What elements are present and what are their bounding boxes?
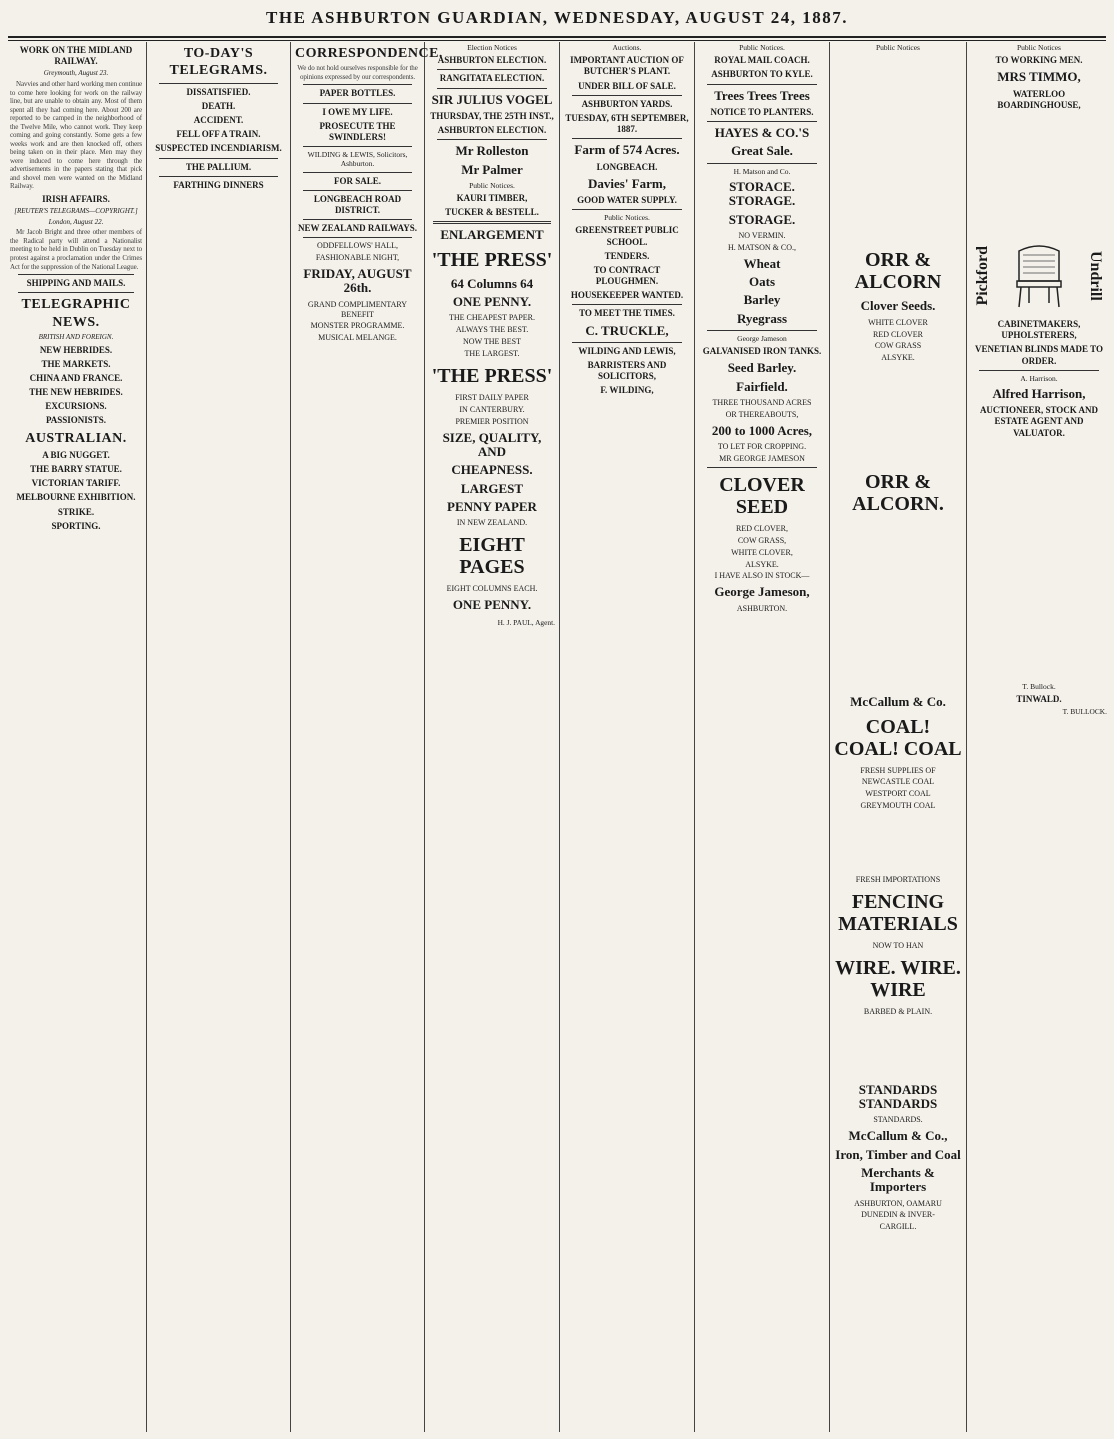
ad-line: WHITE CLOVER, (731, 547, 793, 557)
ad-line: PREMIER POSITION (455, 416, 529, 426)
ad-line: George Jameson, (714, 584, 810, 600)
signature: T. BULLOCK. (1062, 707, 1107, 717)
section-label: T. Bullock. (1022, 681, 1056, 691)
heading: RANGITATA ELECTION. (439, 73, 545, 84)
heading: MELBOURNE EXHIBITION. (16, 492, 136, 503)
heading-midland-railway: WORK ON THE MIDLAND RAILWAY. (19, 45, 133, 67)
dateline: London, August 22. (48, 217, 104, 226)
column-8 (971, 42, 1107, 1432)
heading: BARRISTERS AND SOLICITORS, (587, 359, 667, 382)
column-2 (151, 42, 286, 1432)
ad-line: THE CHEAPEST PAPER. (448, 313, 536, 323)
ad-line: Alfred Harrison, (992, 385, 1086, 401)
ad-line: WILDING & LEWIS, Solicitors, Ashburton. (307, 150, 408, 169)
ad-line: FRESH SUPPLIES OF (860, 765, 936, 775)
ad-line: NEWCASTLE COAL (861, 777, 935, 787)
ad-line: Fairfield. (736, 378, 788, 394)
column-divider (290, 42, 291, 1432)
copyright-note: [REUTER'S TELEGRAMS—COPYRIGHT.] (14, 207, 138, 216)
ad-line: ONE PENNY. (452, 596, 532, 612)
ad-line: ALSYKE. (745, 559, 779, 569)
heading: TUESDAY, 6TH SEPTEMBER, 1887. (565, 112, 689, 135)
ad-line: McCallum & Co. (850, 694, 946, 710)
ad-line: THURSDAY, THE 25TH INST., (430, 110, 554, 121)
heading: PASSIONISTS. (45, 415, 107, 426)
heading: TINWALD. (1016, 694, 1062, 705)
ad-line: COW GRASS, (737, 535, 787, 545)
ad-line: Seed Barley. (727, 360, 797, 376)
ad-line: H. MATSON & CO., (727, 242, 796, 252)
ad-line: ORR & ALCORN (854, 249, 942, 294)
heading: PROSECUTE THE SWINDLERS! (319, 120, 396, 142)
heading-paper-bottles: PAPER BOTTLES. (319, 88, 396, 99)
heading: ASHBURTON ELECTION. (437, 55, 547, 66)
heading: FELL OFF A TRAIN. (176, 129, 261, 140)
heading: ROYAL MAIL COACH. (714, 55, 810, 66)
ad-line: CHEAPNESS. (451, 462, 533, 478)
section-label: Auctions. (612, 43, 642, 52)
heading-pallium: THE PALLIUM. (185, 161, 252, 172)
column-divider (694, 42, 695, 1432)
section-label: Public Notices (1017, 43, 1061, 52)
heading: LONGBEACH. (596, 161, 658, 172)
section-label: George Jameson (737, 333, 787, 343)
heading: NEW HEBRIDES. (39, 344, 113, 355)
ad-line: STORAGE. (728, 211, 796, 227)
heading: TO CONTRACT PLOUGHMEN. (593, 264, 661, 287)
section-label: Public Notices. (604, 213, 650, 223)
ad-line: ASHBURTON. (736, 603, 788, 613)
ad-line: ODDFELLOWS' HALL, (317, 241, 398, 251)
ad-line: RED CLOVER, (736, 523, 788, 533)
ad-line: ALSYKE. (881, 353, 915, 363)
ad-line: SIZE, QUALITY, AND (442, 429, 542, 459)
heading: THE NEW HEBRIDES. (29, 387, 123, 398)
ad-line: TUCKER & BESTELL. (445, 207, 539, 218)
heading: SUSPECTED INCENDIARISM. (155, 143, 282, 154)
heading: CHINA AND FRANCE. (29, 372, 123, 383)
heading: THE MARKETS. (41, 358, 111, 369)
article-body: Navvies and other hard working men continue to come here looking for work on the railway line, but are unable to obtain any. Most of them spent all they had coming here. About 200 are reported to be camped in the neighborhood of the Twelve Mile, who cannot work. They keep coming and going constantly. Some gets a few weeks work and are then knocked off, others being taken on in their place. Men may they were induced to come here through the advertisements in the papers stating that pick and shovel men were wanted on the Midland Railway. (10, 79, 142, 191)
ad-line: CLOVER SEED (719, 473, 805, 518)
ad-heading: FOR SALE. (333, 175, 381, 186)
ad-line: 'THE PRESS' (431, 364, 553, 387)
heading: GALVANISED IRON TANKS. (702, 346, 822, 357)
ad-line: MR GEORGE JAMESON (719, 453, 805, 463)
ad-line: NOW THE BEST (463, 337, 521, 347)
ad-line: Farm of 574 Acres. (574, 142, 680, 158)
column-3 (295, 42, 443, 1432)
chair-icon (1009, 241, 1069, 311)
ad-line: 64 Columns 64 (450, 275, 534, 291)
ad-line: Mr Palmer (461, 161, 523, 177)
heading: SPORTING. (51, 520, 101, 531)
ad-heading: LONGBEACH ROAD DISTRICT. (313, 193, 402, 215)
ad-line: ONE PENNY. (452, 294, 532, 310)
ad-line: Davies' Farm, (588, 175, 666, 191)
ad-line: C. TRUCKLE, (585, 322, 669, 338)
column-4 (429, 42, 555, 1432)
ad-line: Trees Trees Trees (714, 87, 810, 103)
ad-line: WIRE. WIRE. WIRE (835, 956, 961, 1001)
ad-line: Barley (743, 292, 781, 308)
heading: ASHBURTON ELECTION. (437, 125, 547, 136)
ad-line: FRESH IMPORTATIONS (855, 875, 941, 885)
ad-line: 200 to 1000 Acres, (711, 422, 813, 438)
column-6 (699, 42, 825, 1432)
heading: AUCTIONEER, STOCK AND ESTATE AGENT AND VALUATOR. (979, 405, 1099, 438)
ad-line: HAYES & CO.'S (714, 125, 810, 141)
heading: VENETIAN BLINDS MADE TO ORDER. (975, 344, 1103, 366)
ad-line: GREYMOUTH COAL (860, 801, 936, 811)
ad-line: ORR & ALCORN. (852, 471, 944, 516)
vertical-name: Pickford (974, 246, 991, 306)
ad-line: EIGHT COLUMNS EACH. (446, 584, 538, 594)
ad-line: CARGILL. (879, 1222, 917, 1232)
ad-line: Merchants & Importers (861, 1164, 935, 1195)
heading: TENDERS. (604, 250, 650, 261)
heading: EXCURSIONS. (45, 401, 107, 412)
ad-line: PENNY PAPER (447, 498, 537, 514)
ad-line: IN CANTERBURY. (459, 404, 525, 414)
masthead: THE ASHBURTON GUARDIAN, WEDNESDAY, AUGUST 24, 1887. (266, 8, 848, 27)
ad-line: GRAND COMPLIMENTARY BENEFIT (307, 299, 408, 319)
masthead-rule (8, 36, 1106, 41)
heading-correspondence: CORRESPONDENCE. (295, 46, 443, 61)
section-label: Election Notices (467, 43, 517, 52)
heading: ASHBURTON TO KYLE. (711, 69, 813, 80)
ad-line: Wheat (743, 255, 781, 271)
column-divider (829, 42, 830, 1432)
ad-line: COAL! COAL! COAL (834, 715, 962, 760)
ad-line: Clover Seeds. (860, 298, 936, 314)
ad-heading: NEW ZEALAND RAILWAYS. (298, 223, 417, 234)
ad-line: WESTPORT COAL (865, 789, 931, 799)
heading: VICTORIAN TARIFF. (31, 478, 121, 489)
ad-line: OR THEREABOUTS, (725, 409, 799, 419)
heading: TO WORKING MEN. (995, 55, 1083, 66)
heading-telegraphic-news: TELEGRAPHIC NEWS. (21, 297, 131, 330)
column-7 (834, 42, 962, 1432)
heading-farthing-dinners: FARTHING DINNERS (173, 179, 264, 190)
vertical-name: Undrill (1087, 251, 1104, 301)
heading: WILDING AND LEWIS, (578, 345, 676, 356)
ad-line: STORACE. STORAGE. (728, 178, 796, 209)
ad-line: EIGHT PAGES (459, 534, 525, 579)
section-label: H. Matson and Co. (733, 166, 791, 176)
heading: CABINETMAKERS, UPHOLSTERERS, (997, 319, 1081, 341)
heading: I OWE MY LIFE. (322, 106, 393, 117)
column-5 (564, 42, 690, 1432)
column-divider (966, 42, 967, 1432)
ad-line: WHITE CLOVER (868, 317, 928, 327)
editor-note: We do not hold ourselves responsible for the opinions expressed by our correspondents. (297, 64, 418, 81)
ad-line: ASHBURTON, OAMARU (854, 1198, 942, 1208)
article-body: Mr Jacob Bright and three other members of the Radical party will attend a Nationalist meeting to be held in Dublin on Tuesday next to protest against a proclamation under the Crimes Act for the suppression of the National League. (10, 228, 142, 271)
heading-irish-affairs: IRISH AFFAIRS. (42, 193, 110, 204)
heading: AUSTRALIAN. (25, 430, 127, 446)
ad-line: FASHIONABLE NIGHT, (315, 253, 400, 263)
ad-line: McCallum & Co., (848, 1128, 948, 1144)
ad-line: Great Sale. (731, 143, 793, 159)
ad-line: RED CLOVER (873, 329, 923, 339)
column-divider (146, 42, 147, 1432)
ad-line: COW GRASS (874, 341, 922, 351)
section-label: Public Notices (876, 43, 920, 52)
ad-line: FENCING MATERIALS (838, 891, 958, 936)
section-label: Public Notices. (739, 43, 785, 52)
heading: ASHBURTON YARDS. (581, 98, 673, 109)
ad-line: NO VERMIN. (738, 230, 786, 240)
ad-line: TO LET FOR CROPPING. (717, 442, 807, 451)
ad-line: IN NEW ZEALAND. (456, 518, 528, 528)
heading: DEATH. (201, 100, 236, 111)
ad-line: STANDARDS STANDARDS (858, 1081, 938, 1112)
ad-line: Oats (749, 273, 775, 289)
ad-line: Ryegrass (736, 310, 788, 326)
heading-todays-telegrams: TO-DAY'S TELEGRAMS. (169, 46, 268, 79)
heading: NOTICE TO PLANTERS. (710, 106, 814, 117)
ad-line: MRS TIMMO, (997, 69, 1081, 85)
column-1 (10, 42, 142, 1432)
section-label: Public Notices. (469, 180, 515, 190)
ad-line: SIR JULIUS VOGEL (431, 91, 553, 107)
ad-line: BARBED & PLAIN. (863, 1006, 933, 1016)
heading: UNDER BILL OF SALE. (578, 80, 676, 91)
heading: F. WILDING, (600, 385, 654, 396)
ad-line: FIRST DAILY PAPER (455, 392, 529, 402)
dateline: Greymouth, August 23. (43, 69, 109, 78)
ad-line: 'THE PRESS' (431, 248, 553, 271)
heading-shipping-mails: SHIPPING AND MAILS. (26, 278, 126, 289)
ad-line: Iron, Timber and Coal (835, 1146, 961, 1162)
heading: WATERLOO BOARDINGHOUSE, (997, 88, 1081, 110)
heading: GREENSTREET PUBLIC SCHOOL. (575, 225, 679, 247)
heading: ACCIDENT. (193, 115, 244, 126)
column-divider (559, 42, 560, 1432)
ad-line: KAURI TIMBER, (456, 193, 528, 204)
ad-line: THREE THOUSAND ACRES (712, 397, 812, 407)
ad-line: ENLARGEMENT (440, 227, 544, 243)
subheading: BRITISH AND FOREIGN. (38, 332, 114, 341)
ad-line: MUSICAL MELANGE. (318, 333, 397, 343)
heading: THE BARRY STATUE. (30, 464, 122, 475)
heading: IMPORTANT AUCTION OF BUTCHER'S PLANT. (570, 55, 684, 77)
heading: DISSATISFIED. (186, 86, 251, 97)
ad-line: I HAVE ALSO IN STOCK— (714, 571, 810, 581)
signature: H. J. PAUL, Agent. (497, 618, 555, 628)
heading: GOOD WATER SUPPLY. (577, 194, 677, 205)
heading: STRIKE. (57, 506, 95, 517)
column-divider (424, 42, 425, 1432)
ad-line: LARGEST (460, 480, 524, 496)
heading: A BIG NUGGET. (42, 449, 110, 460)
ad-line: Mr Rolleston (455, 143, 529, 159)
heading: HOUSEKEEPER WANTED. (570, 290, 684, 301)
ad-line: FRIDAY, AUGUST 26th. (303, 266, 412, 296)
ad-line: MONSTER PROGRAMME. (310, 321, 405, 331)
ad-line: ALWAYS THE BEST. (455, 325, 529, 335)
section-label: A. Harrison. (1020, 373, 1058, 383)
ad-line: DUNEDIN & INVER- (861, 1210, 935, 1220)
ad-line: NOW TO HAN (872, 941, 924, 951)
heading: TO MEET THE TIMES. (579, 308, 675, 319)
ad-line: THE LARGEST. (464, 349, 520, 359)
ad-line: STANDARDS. (873, 1115, 923, 1125)
